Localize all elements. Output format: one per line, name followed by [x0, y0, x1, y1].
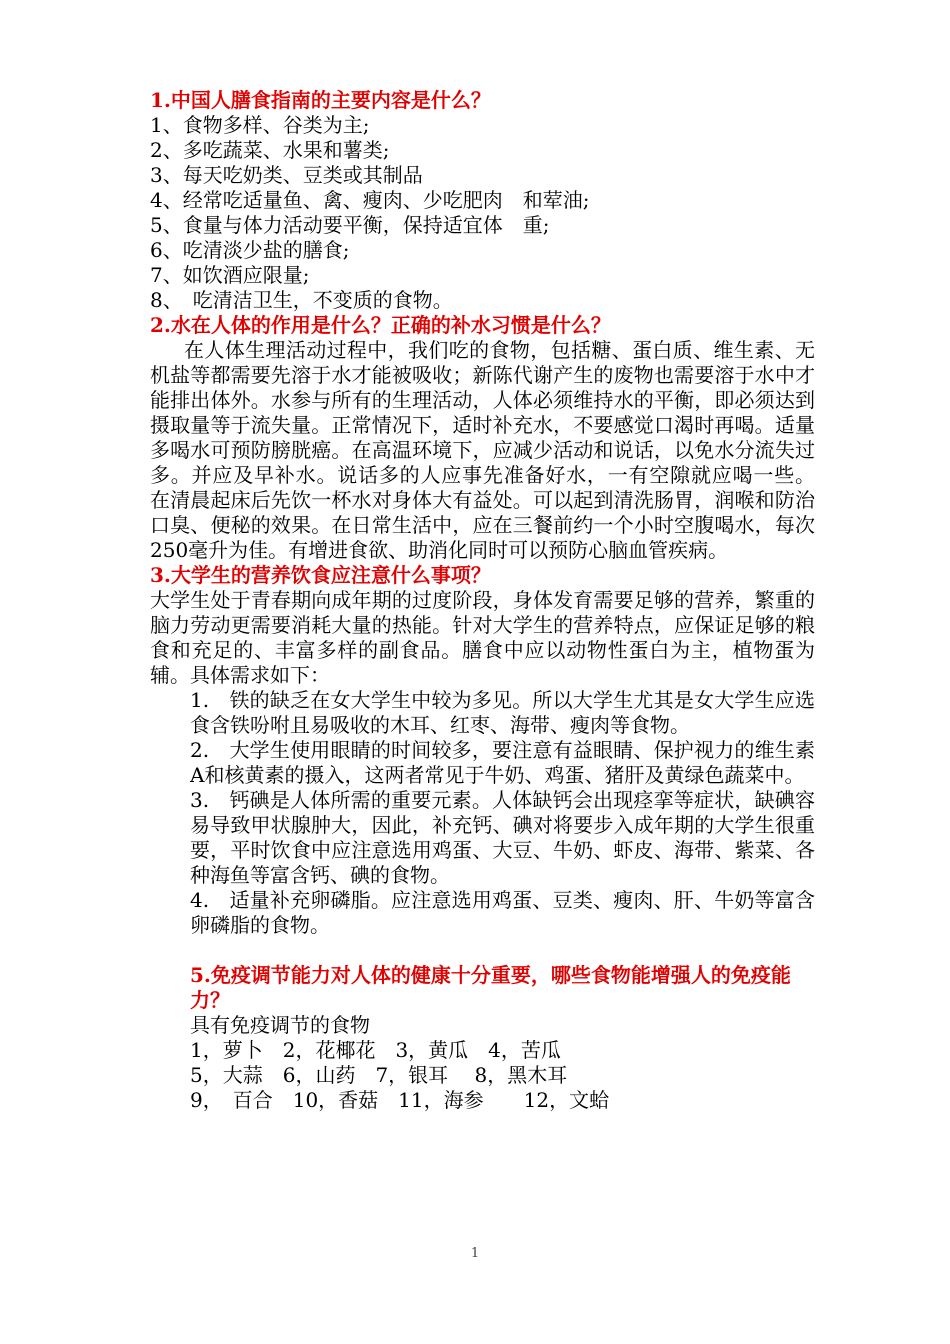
- q1-item-4: 4、经常吃适量鱼、禽、瘦肉、少吃肥肉 和荤油;: [150, 188, 590, 212]
- document-body: [150, 88, 815, 1113]
- question-2-heading: 2.水在人体的作用是什么？正确的补水习惯是什么？: [150, 313, 611, 337]
- q1-item-5: 5、食量与体力活动要平衡，保持适宜体 重;: [150, 213, 550, 237]
- q5-food-line-2: 5，大蒜 6，山药 7，银耳 8，黑木耳: [190, 1063, 568, 1087]
- question-5-heading: 5.免疫调节能力对人体的健康十分重要，哪些食物能增强人的免疫能力？: [190, 963, 791, 1012]
- q3-intro-paragraph: 大学生处于青春期向成年期的过度阶段，身体发育需要足够的营养，繁重的脑力劳动更需要消耗大量的热能。针对大学生的营养特点，应保证足够的粮食和充足的、丰富多样的副食品。膳食中应以动物性蛋白为主，植物蛋为辅。具体需求如下：: [150, 588, 815, 687]
- q3-item-3: 3. 钙碘是人体所需的重要元素。人体缺钙会出现痉挛等症状，缺碘容易导致甲状腺肿大，因此，补充钙、碘对将要步入成年期的大学生很重要，平时饮食中应注意选用鸡蛋、大豆、牛奶、虾皮、海带、紫菜、各种海鱼等富含钙、碘的食物。: [190, 788, 815, 887]
- q1-item-1: 1、食物多样、谷类为主;: [150, 113, 370, 137]
- q1-item-7: 7、如饮酒应限量;: [150, 263, 310, 287]
- q5-intro: 具有免疫调节的食物: [190, 1013, 370, 1037]
- question-3-heading: 3.大学生的营养饮食应注意什么事项？: [150, 563, 491, 587]
- q1-item-8: 8、 吃清洁卫生，不变质的食物。: [150, 288, 453, 312]
- q3-item-2: 2. 大学生使用眼睛的时间较多，要注意有益眼睛、保护视力的维生素A和核黄素的摄入，这两者常见于牛奶、鸡蛋、猪肝及黄绿色蔬菜中。: [190, 738, 815, 787]
- page-number: 1: [470, 1246, 480, 1261]
- q3-item-4: 4. 适量补充卵磷脂。应注意选用鸡蛋、豆类、瘦肉、肝、牛奶等富含卵磷脂的食物。: [190, 888, 815, 937]
- q2-answer-paragraph: 在人体生理活动过程中，我们吃的食物，包括糖、蛋白质、维生素、无机盐等都需要先溶于水才能被吸收；新陈代谢产生的废物也需要溶于水中才能排出体外。水参与所有的生理活动，人体必须维持水的平衡，即必须达到摄取量等于流失量。正常情况下，适时补充水，不要感觉口渴时再喝。适量多喝水可预防膀胱癌。在高温环境下，应减少活动和说话，以免水分流失过多。并应及早补水。说话多的人应事先准备好水，一有空隙就应喝一些。 在清晨起床后先饮一杯水对身体大有益处。可以起到清洗肠胃，润喉和防治口臭、便秘的效果。在日常生活中，应在三餐前约一个小时空腹喝水，每次250毫升为佳。有增进食欲、助消化同时可以预防心脑血管疾病。: [150, 338, 815, 562]
- q5-food-line-1: 1，萝卜 2，花椰花 3，黄瓜 4，苦瓜: [190, 1038, 561, 1062]
- q1-item-3: 3、每天吃奶类、豆类或其制品: [150, 163, 423, 187]
- q1-item-6: 6、吃清淡少盐的膳食;: [150, 238, 350, 262]
- q1-item-2: 2、多吃蔬菜、水果和薯类;: [150, 138, 390, 162]
- q3-item-1: 1. 铁的缺乏在女大学生中较为多见。所以大学生尤其是女大学生应选食含铁吩咐且易吸收的木耳、红枣、海带、瘦肉等食物。: [190, 688, 815, 737]
- q5-food-line-3: 9， 百合 10，香菇 11，海参 12，文蛤: [190, 1088, 610, 1112]
- question-1-heading: 1.中国人膳食指南的主要内容是什么？: [150, 88, 491, 112]
